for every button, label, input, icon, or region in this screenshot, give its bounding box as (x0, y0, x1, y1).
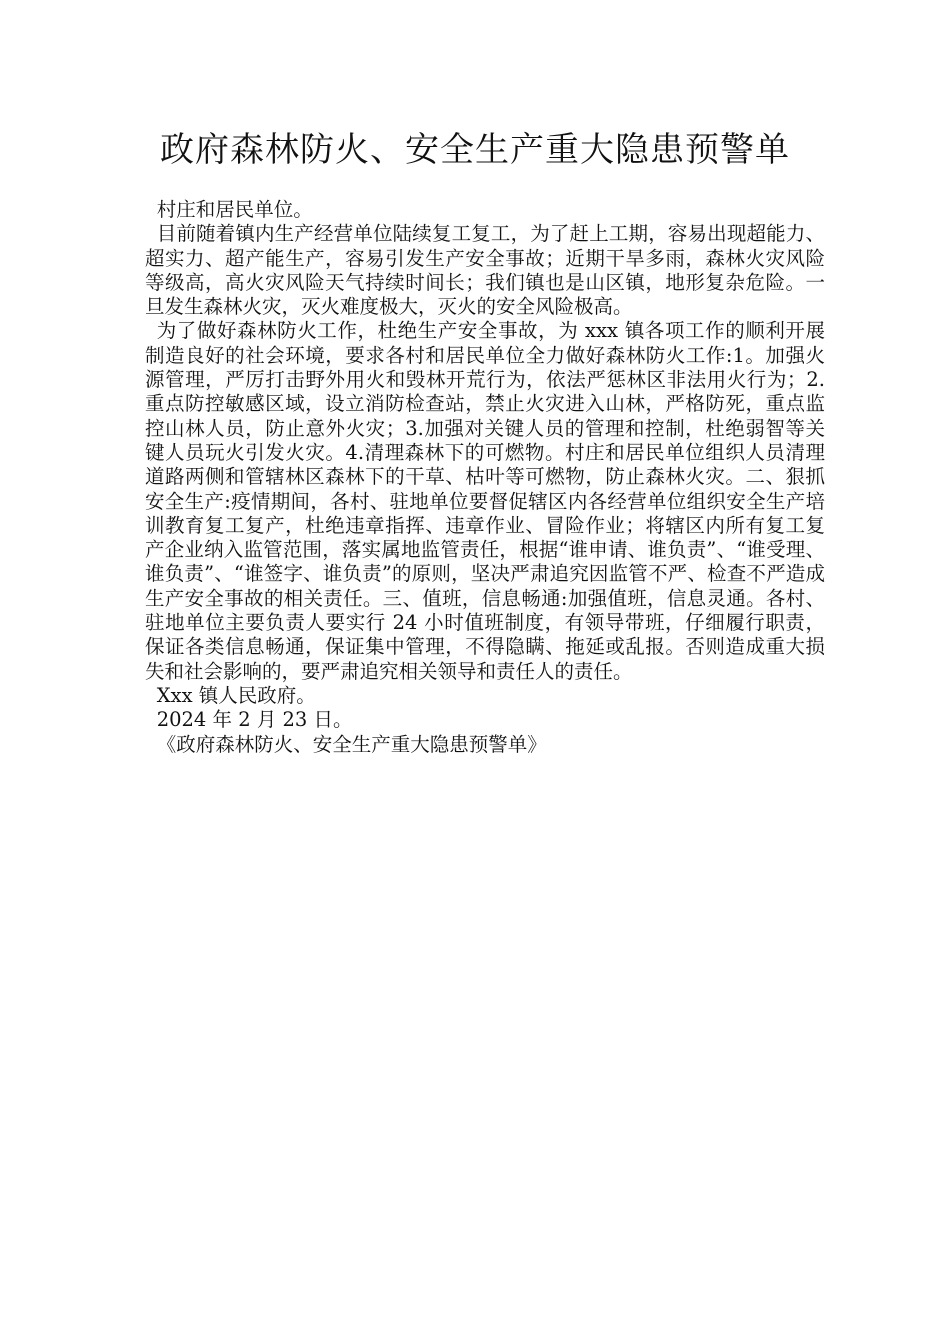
issue-date: 2024 年 2 月 23 日。 (156, 708, 353, 732)
paragraph-requirements: 为了做好森林防火工作，杜绝生产安全事故，为 xxx 镇各项工作的顺利开展制造良好的社会环境，要求各村和居民单位全力做好森林防火工作:1。加强火源管理，严厉打击野外用火和毁林开荒行为，依法严惩林区非法用火行为；2.重点防控敏感区域，设立消防检查站，禁止火灾进入山林，严格防死，重点监控山林人员，防止意外火灾；3.加强对关键人员的管理和控制，杜绝弱智等关键人员玩火引发火灾。4.清理森林下的可燃物。村庄和居民单位组织人员清理道路两侧和管辖林区森林下的干草、枯叶等可燃物，防止森林火灾。二、狠抓安全生产:疫情期间，各村、驻地单位要督促辖区内各经营单位组织安全生产培训教育复工复产，杜绝违章指挥、违章作业、冒险作业；将辖区内所有复工复产企业纳入监管范围，落实属地监管责任，根据“谁申请、谁负责”、“谁受理、谁负责”、“谁签字、谁负责”的原则，坚决严肃追究因监管不严、检查不严造成生产安全事故的相关责任。三、值班，信息畅通:加强值班，信息灵通。各村、驻地单位主要负责人要实行 24 小时值班制度，有领导带班，仔细履行职责，保证各类信息畅通，保证集中管理，不得隐瞒、拖延或乱报。否则造成重大损失和社会影响的，要严肃追究相关领导和责任人的责任。 (145, 319, 825, 683)
paragraph-recipient: 村庄和居民单位。 (156, 198, 313, 221)
issuer-signature: Xxx 镇人民政府。 (156, 683, 316, 707)
document-body (145, 198, 825, 757)
footer-title: 《政府森林防火、安全生产重大隐患预警单》 (156, 732, 547, 756)
paragraph-background: 目前随着镇内生产经营单位陆续复工复工，为了赶上工期，容易出现超能力、超实力、超产能生产，容易引发生产安全事故；近期干旱多雨，森林火灾风险等级高，高火灾风险天气持续时间长；我们镇也是山区镇，地形复杂危险。一旦发生森林火灾，灭火难度极大，灭火的安全风险极高。 (145, 222, 825, 319)
document-title: 政府森林防火、安全生产重大隐患预警单 (160, 130, 790, 170)
